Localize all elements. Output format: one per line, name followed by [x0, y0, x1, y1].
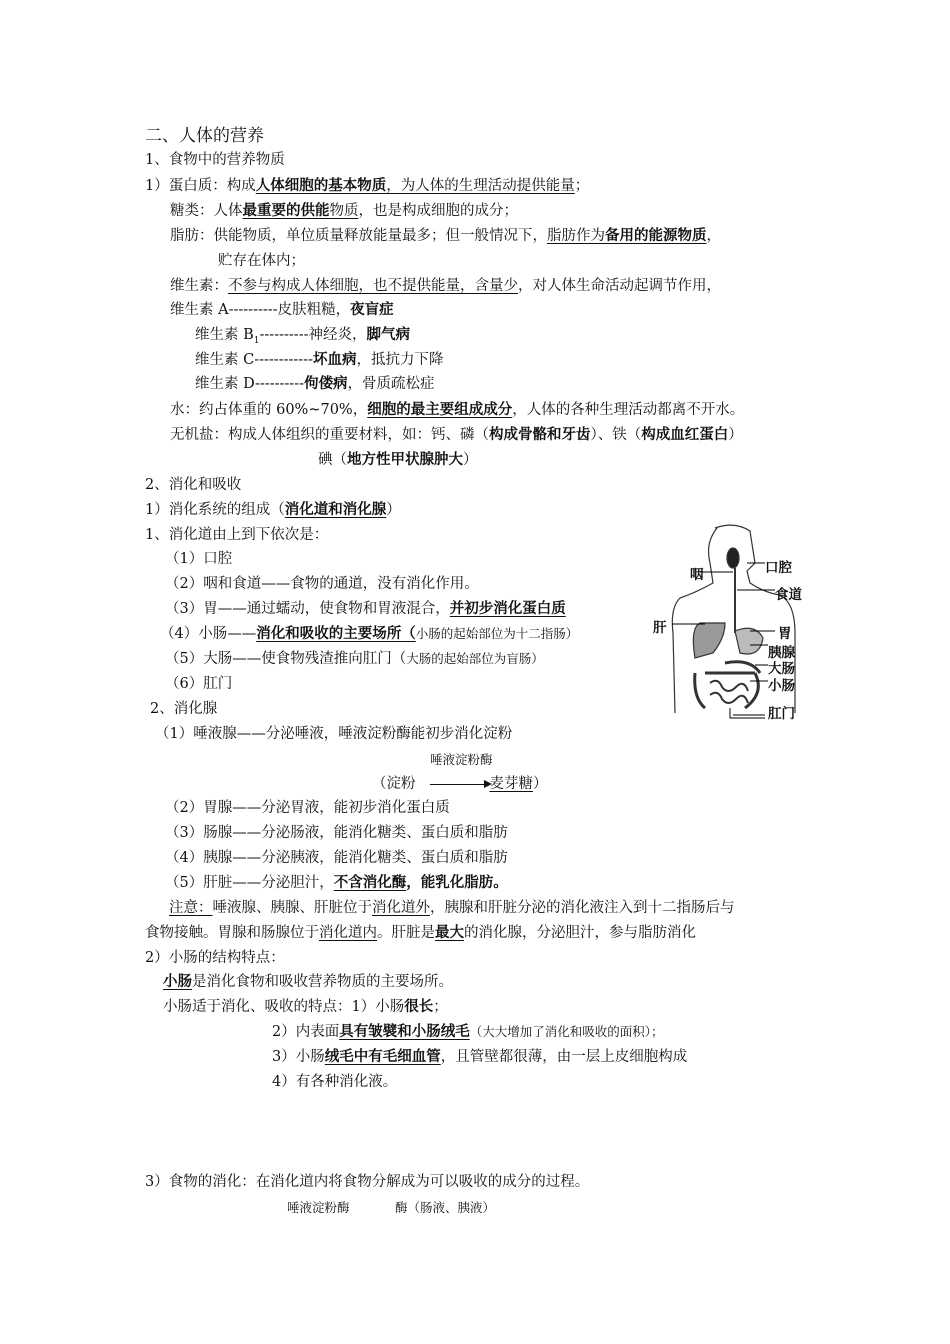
diagram-label-pancreas: 胰腺 [768, 645, 795, 661]
text-segment: 构成骨骼和牙齿 [489, 427, 591, 443]
text-segment: 维生素 C------------ [195, 352, 313, 368]
text-segment: 绒毛中有毛细血管 [324, 1049, 441, 1065]
text-segment: 脂肪作为 [547, 228, 605, 244]
tract-item: （6）肛门 [165, 676, 233, 692]
si-line [163, 972, 453, 992]
text-segment: 小肠适于消化、吸收的特点：1）小肠 [163, 999, 405, 1015]
text-segment: 1）消化系统的组成（ [145, 502, 285, 518]
vitamin-c [195, 350, 444, 370]
text-segment: ； [574, 178, 590, 194]
diagram-label-stomach: 胃 [778, 626, 792, 642]
text-segment: 2）内表面 [272, 1024, 340, 1040]
text-segment: 无机盐：构成人体组织的重要材料，如：钙、磷（ [170, 427, 489, 443]
text-segment: （3）胃——通过蠕动，使食物和胃液混合， [165, 601, 450, 617]
text-segment: 注意： [169, 900, 213, 916]
text-segment: 备用的能源物质 [605, 228, 707, 244]
iodine-line [318, 450, 478, 470]
vitamin-a [170, 300, 394, 320]
text-segment: ） [386, 502, 401, 518]
text-segment: 碘（ [318, 452, 347, 468]
glands-heading: 2、消化腺 [150, 701, 218, 717]
text-segment: 。肝脏是 [377, 925, 435, 941]
text-segment: ） [463, 452, 478, 468]
si-line [163, 997, 448, 1017]
text-segment: 食物接触。胃腺和肠腺位于 [145, 925, 319, 941]
text-segment: 消化和吸收的主要场所（ [256, 626, 416, 642]
tract-heading: 1、消化道由上到下依次是： [145, 527, 329, 543]
si-line: 4）有各种消化液。 [272, 1074, 398, 1090]
note-line-2 [145, 923, 696, 943]
text-segment: 消化道和消化腺 [284, 502, 387, 518]
text-segment: ，人体的各种生理活动都离不开水。 [512, 402, 745, 418]
text-segment: 糖类：人体 [170, 203, 243, 219]
vitamin-b1 [195, 325, 410, 351]
text-segment: 小肠的起始部位为十二指肠） [415, 626, 579, 641]
text-segment: ） [728, 427, 743, 443]
reaction-equation [372, 774, 548, 794]
text-segment: 麦芽糖 [489, 776, 533, 792]
gland-item [165, 873, 508, 893]
digestion-line: 3）食物的消化：在消化道内将食物分解成为可以吸收的成分的过程。 [145, 1174, 590, 1190]
sugar-line [170, 201, 518, 221]
text-segment: ，为人体的生理活动提供能量 [386, 178, 575, 194]
si-line [272, 1047, 687, 1067]
text-segment: ，且管壁都很薄，由一层上皮细胞构成 [440, 1049, 688, 1065]
text-segment: 脚气病 [366, 327, 410, 343]
small-intestine-heading: 2）小肠的结构特点： [145, 950, 285, 966]
gland-item: （3）肠腺——分泌肠液，能消化糖类、蛋白质和脂肪 [165, 825, 508, 841]
text-segment: ）、铁（ [590, 427, 642, 443]
text-segment: 人体细胞的基本物质 [255, 178, 387, 194]
text-segment: 物质 [329, 203, 359, 219]
diagram-label-liver: 肝 [653, 620, 667, 636]
text-segment: 不参与构成人体细胞，也不提供能量，含量少 [228, 278, 518, 294]
text-segment: 维生素 A----------皮肤粗糙， [170, 302, 351, 318]
text-segment: 不含消化酶 [333, 875, 407, 891]
text-segment: ，也是构成细胞的成分； [358, 203, 518, 219]
text-segment: 夜盲症 [350, 302, 394, 318]
text-segment: 是消化食物和吸收营养物质的主要场所。 [192, 974, 453, 990]
vitamin-d [195, 374, 435, 394]
text-segment: ，能乳化脂肪。 [406, 875, 508, 891]
diagram-label-anus: 肛门 [768, 706, 795, 722]
diagram-label-pharynx: 咽 [690, 567, 704, 583]
text-segment: （大大增加了消化和吸收的面积）； [469, 1024, 664, 1039]
heading-nutrients: 1、食物中的营养物质 [145, 152, 285, 168]
arrow-icon [430, 784, 490, 785]
heading-digestion: 2、消化和吸收 [145, 477, 242, 493]
text-segment: 小肠 [163, 974, 192, 990]
enzyme-label: 唾液淀粉酶 [430, 752, 493, 767]
text-segment: 佝偻病 [304, 376, 348, 392]
vitamin-line [170, 276, 721, 296]
text-segment: 消化道外 [372, 900, 430, 916]
text-segment: 1）蛋白质：构成 [145, 178, 256, 194]
si-line [272, 1022, 664, 1042]
gland-item: （1）唾液腺——分泌唾液，唾液淀粉酶能初步消化淀粉 [155, 726, 513, 742]
text-segment: 很长 [404, 999, 434, 1015]
text-segment: 地方性甲状腺肿大 [347, 452, 463, 468]
tract-item: （2）咽和食道——食物的通道，没有消化作用。 [165, 576, 479, 592]
fat-line-2: 贮存在体内； [218, 253, 305, 269]
text-segment: ） [533, 776, 548, 792]
text-segment: 并初步消化蛋白质 [449, 601, 566, 617]
text-segment: 3）小肠 [272, 1049, 325, 1065]
tract-item [160, 624, 578, 644]
text-segment: （4）小肠—— [160, 626, 257, 642]
text-segment: ----------神经炎， [259, 327, 367, 343]
text-segment: ， [706, 228, 721, 244]
tract-item [165, 599, 566, 619]
diagram-label-small-intestine: 小肠 [768, 678, 795, 694]
text-segment: 大肠的起始部位为盲肠） [406, 651, 544, 666]
text-segment: 坏血病 [313, 352, 357, 368]
tract-item [165, 649, 544, 669]
enzyme-label: 唾液淀粉酶 [287, 1200, 350, 1215]
text-segment: （淀粉 [372, 776, 416, 792]
text-segment: （5）肝脏——分泌胆汁， [165, 875, 334, 891]
gland-item: （2）胃腺——分泌胃液，能初步消化蛋白质 [165, 800, 450, 816]
tract-item: （1）口腔 [165, 551, 233, 567]
text-segment: 具有皱襞和小肠绒毛 [339, 1024, 470, 1040]
text-segment: （5）大肠——使食物残渣推向肛门（ [165, 651, 407, 667]
text-segment: 维生素： [170, 278, 228, 294]
text-segment: 水：约占体重的 60%~70%， [170, 402, 368, 418]
text-segment: 最重要的供能 [242, 203, 330, 219]
text-segment: ； [433, 999, 448, 1015]
text-segment: 的消化腺，分泌胆汁，参与脂肪消化 [464, 925, 696, 941]
section-title: 二、人体的营养 [145, 126, 264, 146]
water-line [170, 400, 744, 420]
protein-line [145, 176, 589, 196]
text-segment: ，对人体生命活动起调节作用， [518, 278, 721, 294]
text-segment: 构成血红蛋白 [641, 427, 729, 443]
note-line [169, 898, 735, 918]
gland-item: （4）胰腺——分泌胰液，能消化糖类、蛋白质和脂肪 [165, 850, 508, 866]
mineral-line [170, 425, 743, 445]
text-segment: ，抵抗力下降 [356, 352, 444, 368]
text-segment: ，骨质疏松症 [347, 376, 435, 392]
text-segment: 细胞的最主要组成成分 [367, 402, 513, 418]
diagram-label-mouth: 口腔 [765, 560, 792, 576]
text-segment: 维生素 D---------- [195, 376, 304, 392]
text-segment: 消化道内 [319, 925, 377, 941]
system-line [145, 500, 401, 520]
text-segment: ，胰腺和肝脏分泌的消化液注入到十二指肠后与 [430, 900, 735, 916]
diagram-label-esophagus: 食道 [775, 587, 802, 603]
enzyme-label: 酶（肠液、胰液） [395, 1200, 496, 1215]
text-segment: 唾液腺、胰腺、肝脏位于 [212, 900, 372, 916]
text-segment: 脂肪：供能物质，单位质量释放能量最多；但一般情况下， [170, 228, 547, 244]
text-segment: 维生素 B [195, 327, 254, 343]
text-segment: 最大 [435, 925, 464, 941]
text-segment: 1 [253, 335, 260, 346]
fat-line [170, 226, 721, 246]
diagram-label-large-intestine: 大肠 [768, 661, 795, 677]
